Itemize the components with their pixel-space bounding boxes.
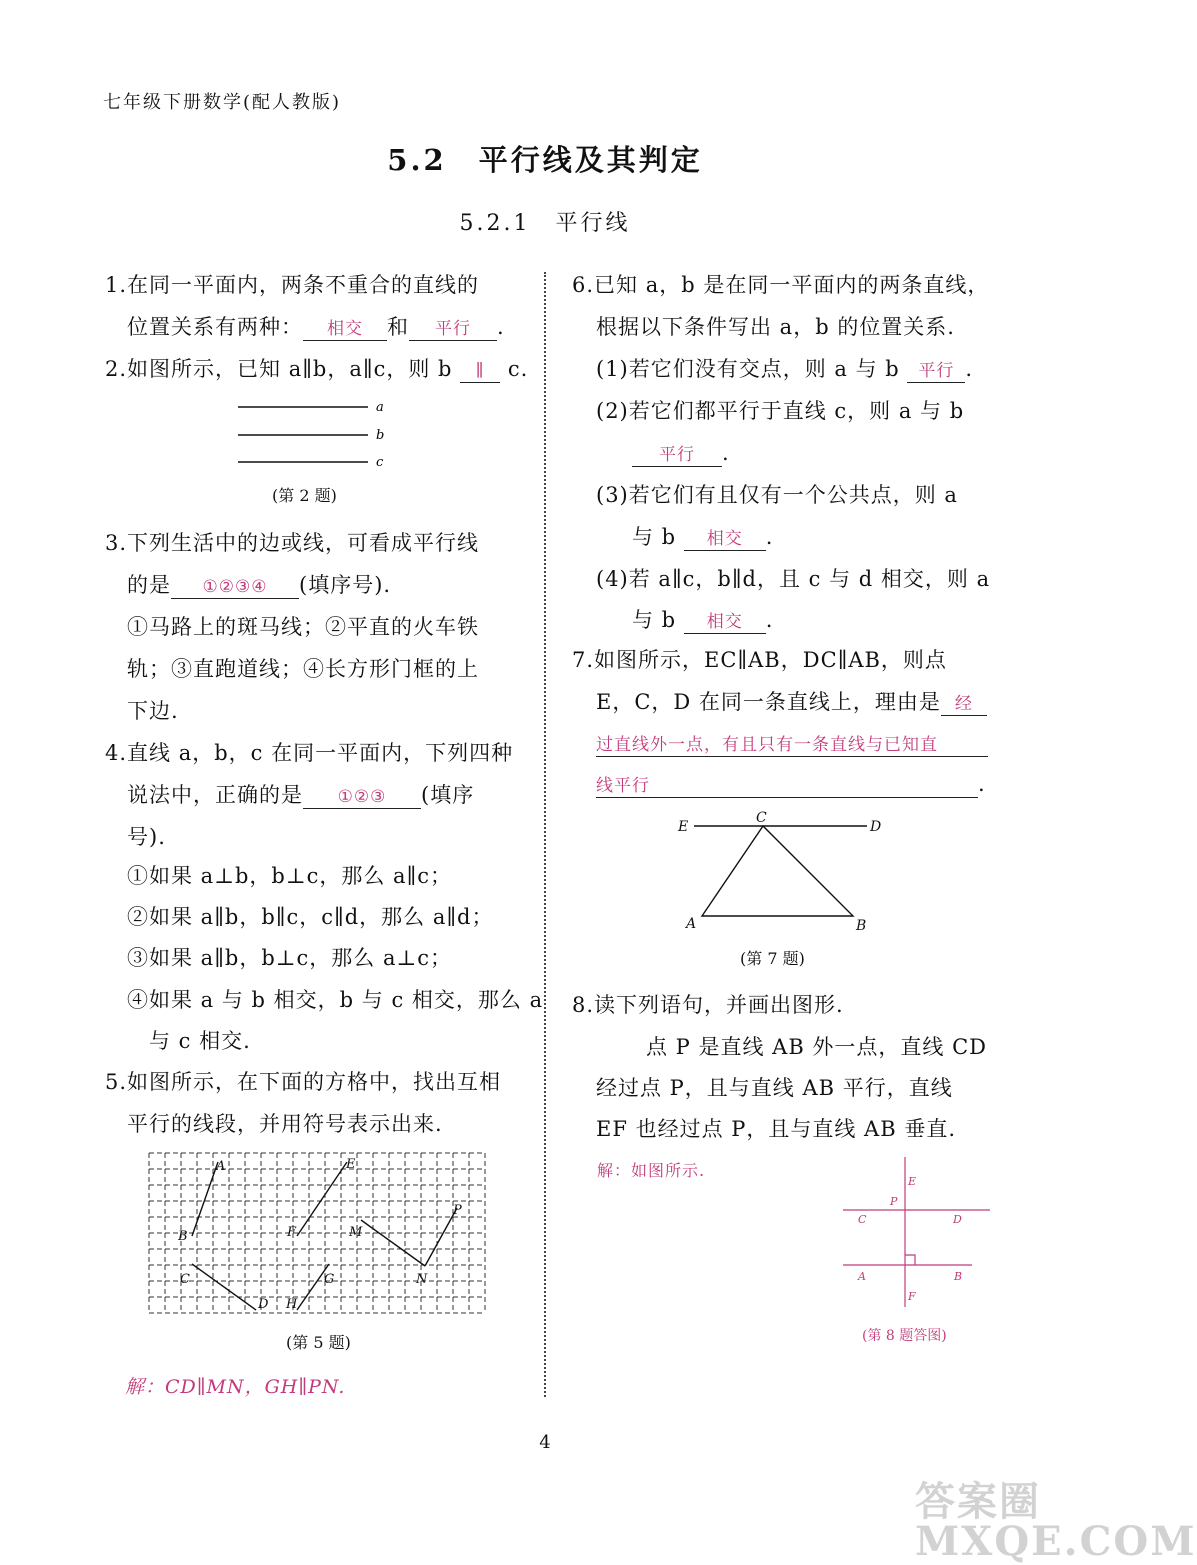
fig8-label-D: D [953,1213,962,1226]
q4-option3: ③如果 a∥b，b⊥c，那么 a⊥c； [127,946,452,970]
q7-line1: 7.如图所示，EC∥AB，DC∥AB，则点 [572,648,947,672]
segment-CD [192,1264,256,1310]
triangle-ABC [702,826,853,916]
q8-line2: 点 P 是直线 AB 外一点，直线 CD [646,1035,988,1059]
q8-answer: 解：如图所示. [597,1161,706,1180]
q1-answer1: 相交 [303,318,387,341]
q7-line4: 线平行 . [596,772,986,796]
grid-label-M: M [349,1225,363,1240]
q2-answer: ∥ [460,360,500,383]
q6-part4: (4)若 a∥c，b∥d，且 c 与 d 相交，则 a [596,567,991,591]
fig8-label-P: P [890,1195,898,1208]
grid-label-F: F [287,1225,297,1240]
grid-label-C: C [180,1272,190,1287]
q6-part4-cont: 与 b 相交 . [632,608,774,632]
grid-label-H: H [286,1297,298,1312]
q7-answer-part3: 线平行 [596,775,978,798]
q1-line2: 位置关系有两种： 相交 和 平行 . [127,315,505,339]
q4-option4-cont: 与 c 相交. [149,1029,251,1053]
q7-line2: E，C，D 在同一条直线上，理由是 经 [596,688,987,716]
fig7-label-C: C [756,810,767,826]
q8-line1: 8.读下列语句，并画出图形. [572,993,844,1017]
q3-line5: 下边. [127,699,179,723]
q6-part1: (1)若它们没有交点，则 a 与 b 平行 . [596,357,974,381]
right-angle-mark [905,1255,915,1265]
label-a: a [376,400,384,415]
q6-answer4: 相交 [684,611,766,634]
q4-line2: 说法中，正确的是 ①②③ (填序 [127,783,475,807]
watermark-logo [915,1478,1197,1565]
q8-answer-figure [838,1155,998,1315]
q1-line1: 1.在同一平面内，两条不重合的直线的 [105,273,480,297]
q7-figure [672,806,892,936]
q3-line4: 轨；③直跑道线；④长方形门框的上 [127,657,479,681]
q7-line3 [596,729,988,757]
q7-caption: (第 7 题) [740,949,805,968]
q4-option2: ②如果 a∥b，b∥c，c∥d，那么 a∥d； [127,905,494,929]
fig7-label-A: A [686,916,697,932]
label-b: b [376,428,385,443]
q4-line3: 号). [127,825,166,849]
fig8-label-F: F [908,1290,916,1303]
q6-line2: 根据以下条件写出 a，b 的位置关系. [596,315,955,339]
q6-answer2: 平行 [632,444,722,467]
grid-label-B: B [178,1229,188,1244]
q7-answer-part1: 经 [941,693,987,716]
q7-answer-part2: 过直线外一点，有且只有一条直线与已知直 [596,734,988,757]
fig7-label-B: B [856,918,867,934]
segment-GH [297,1264,329,1310]
segment-MN [361,1220,425,1266]
q8-line3: 经过点 P，且与直线 AB 平行，直线 [596,1076,953,1100]
grid-label-A: A [216,1159,226,1174]
q8-caption: (第 8 题答图) [862,1328,947,1344]
segment-AB [192,1162,218,1236]
q2-line1: 2.如图所示，已知 a∥b，a∥c，则 b ∥ c. [105,357,529,381]
q6-part3: (3)若它们有且仅有一个公共点，则 a [596,483,958,507]
grid-label-G: G [324,1272,335,1287]
fig8-label-E: E [908,1175,917,1188]
q4-line1: 4.直线 a，b，c 在同一平面内，下列四种 [105,741,514,765]
subsection-title: 5.2.1 平行线 [459,211,631,236]
q3-line3: ①马路上的斑马线；②平直的火车铁 [127,615,479,639]
q4-answer: ①②③ [303,786,421,809]
q3-line2: 的是 ①②③④ (填序号). [127,573,392,597]
q6-answer3: 相交 [684,528,766,551]
watermark-text: 答案圈 MXQE.COM [915,1478,1197,1565]
q6-part2-cont: 平行 . [632,439,730,467]
q2-figure [230,395,400,475]
q6-part2: (2)若它们都平行于直线 c，则 a 与 b [596,399,965,423]
q2-caption: (第 2 题) [272,486,337,505]
page-number: 4 [539,1432,551,1453]
segment-EF [297,1162,347,1236]
q5-answer: 解：CD∥MN，GH∥PN. [125,1376,346,1398]
grid-label-P: P [453,1203,462,1218]
grid-label-E: E [346,1157,356,1172]
section-title: 5.2 平行线及其判定 [387,143,703,177]
dashed-grid [149,1153,485,1313]
q6-line1: 6.已知 a，b 是在同一平面内的两条直线， [572,273,990,297]
column-divider [544,272,546,1397]
fig8-label-A: A [858,1270,866,1283]
q3-answer: ①②③④ [171,576,299,599]
grid-label-D: D [258,1297,269,1312]
page-header: 七年级下册数学(配人教版) [103,92,342,113]
q5-line1: 5.如图所示，在下面的方格中，找出互相 [105,1070,502,1094]
q4-option1: ①如果 a⊥b，b⊥c，那么 a∥c； [127,864,452,888]
grid-label-N: N [416,1272,428,1287]
q1-answer2: 平行 [409,318,497,341]
q6-answer1: 平行 [907,360,965,383]
fig7-label-D: D [870,819,882,835]
q8-line4: EF 也经过点 P，且与直线 AB 垂直. [596,1117,957,1141]
q3-line1: 3.下列生活中的边或线，可看成平行线 [105,531,480,555]
q4-option4: ④如果 a 与 b 相交，b 与 c 相交，那么 a [127,988,544,1012]
label-c: c [376,455,384,470]
q5-grid-figure [146,1150,498,1320]
q6-part3-cont: 与 b 相交 . [632,525,774,549]
q5-caption: (第 5 题) [286,1333,351,1352]
fig8-label-C: C [858,1213,867,1226]
q5-line2: 平行的线段，并用符号表示出来. [127,1112,443,1136]
fig7-label-E: E [678,819,689,835]
fig8-label-B: B [954,1270,963,1283]
